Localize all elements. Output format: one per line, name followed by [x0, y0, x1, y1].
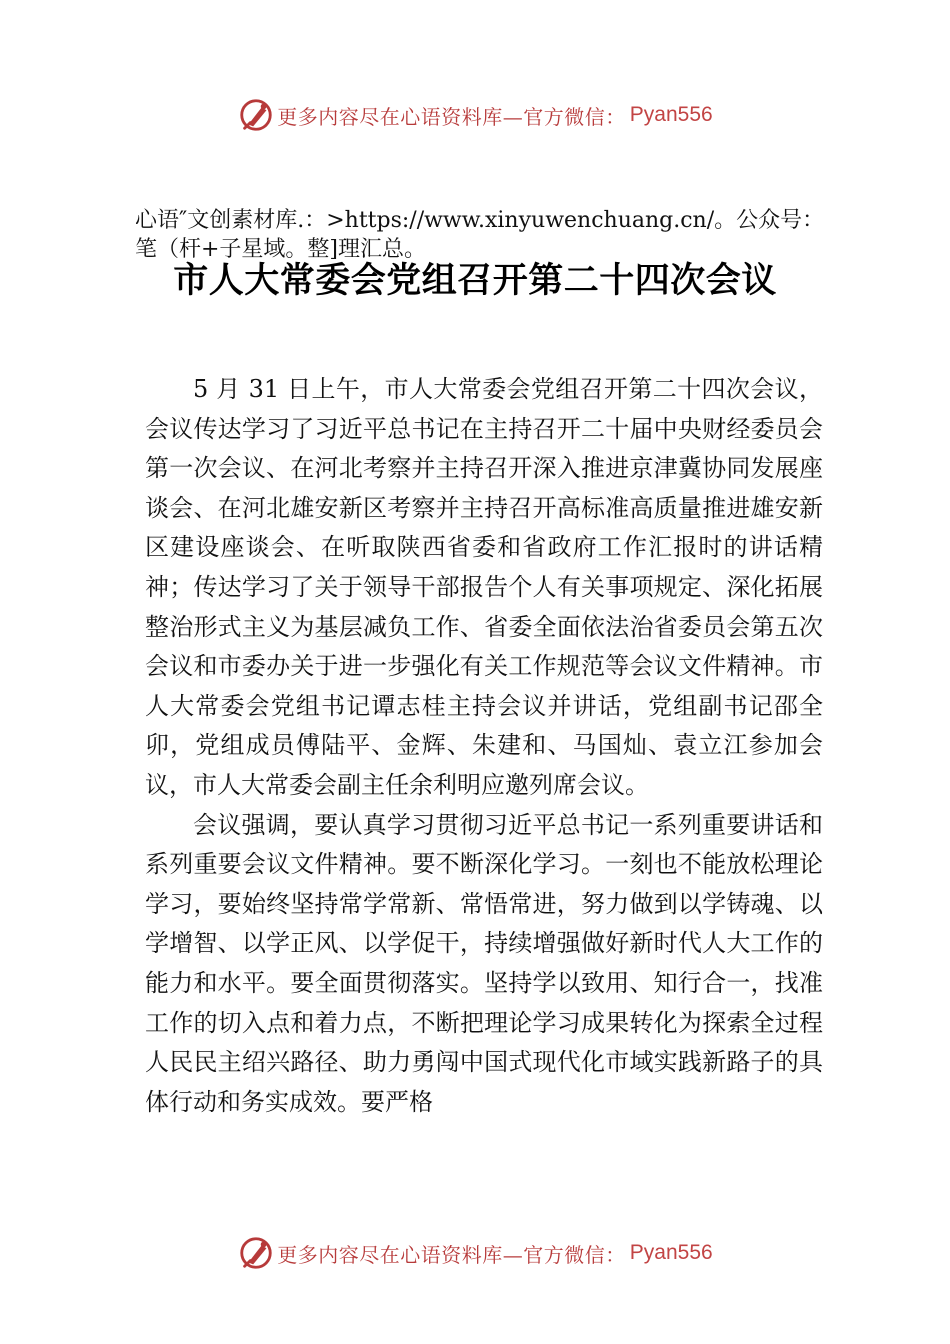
pen-nib-logo-icon: [237, 96, 275, 134]
paragraph-1: 5 月 31 日上午，市人大常委会党组召开第二十四次会议，会议传达学习了习近平总书记在主持召开二十届中央财经委员会第一次会议、在河北考察并主持召开深入推进京津冀协同发展座谈会、在河北雄安新区考察并主持召开高标准高质量推进雄安新区建设座谈会、在听取陕西省委和省政府工作汇报时的讲话精神；传达学习了关于领导干部报告个人有关事项规定、深化拓展整治形式主义为基层减负工作、省委全面依法治省委员会第五次会议和市委办关于进一步强化有关工作规范等会议文件精神。市人大常委会党组书记谭志桂主持会议并讲话，党组副书记邵全卯，党组成员傅陆平、金辉、朱建和、马国灿、袁立江参加会议，市人大常委会副主任余利明应邀列席会议。: [145, 375, 823, 799]
watermark-banner-bottom: [0, 1233, 950, 1273]
document-body: [145, 370, 823, 1122]
paragraph-2: 会议强调，要认真学习贯彻习近平总书记一系列重要讲话和系列重要会议文件精神。要不断深化学习。一刻也不能放松理论学习，要始终坚持常学常新、常悟常进，努力做到以学铸魂、以学增智、以学正风、以学促干，持续增强做好新时代人大工作的能力和水平。要全面贯彻落实。坚持学以致用、知行合一，找准工作的切入点和着力点，不断把理论学习成果转化为探索全过程人民民主绍兴路径、助力勇闯中国式现代化市域实践新路子的具体行动和务实成效。要严格: [145, 810, 823, 1116]
watermark-banner-top: [0, 95, 950, 135]
watermark-text: 更多内容尽在心语资料库—官方微信：: [277, 1242, 626, 1267]
watermark-account: Pyan556: [629, 103, 713, 126]
watermark-account: Pyan556: [629, 1241, 713, 1264]
document-title: 市人大常委会党组召开第二十四次会议: [173, 260, 777, 301]
watermark-text: 更多内容尽在心语资料库—官方微信：: [277, 104, 626, 129]
source-note: 心语″文创素材库.：>https://www.xinyuwenchuang.cn/。公众号：笔（杆+子星域。整]理汇总。: [135, 208, 825, 262]
pen-nib-logo-icon: [237, 1234, 275, 1272]
